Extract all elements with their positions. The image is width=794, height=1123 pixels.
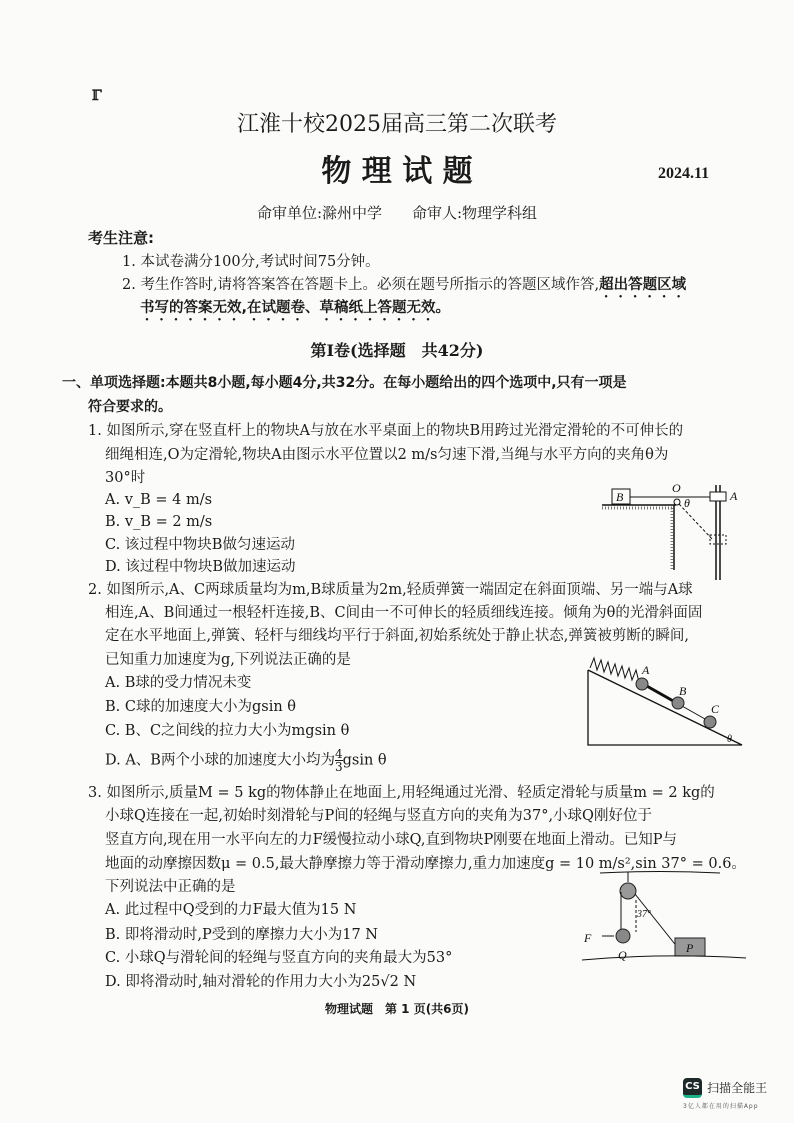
denominator: 3 bbox=[334, 760, 343, 774]
notice-emphasis-1: 超出答题区域 bbox=[599, 277, 687, 293]
fraction bbox=[335, 748, 343, 773]
option-c[interactable]: C. 该过程中物块B做匀速运动 bbox=[105, 537, 295, 553]
question-text: 细绳相连,O为定滑轮,物块A由图示水平位置以2 m/s匀速下滑,当绳与水平方向的夹角θ为 bbox=[105, 447, 669, 463]
numerator: 4 bbox=[334, 747, 343, 761]
label-o: O bbox=[672, 481, 681, 495]
option-d[interactable] bbox=[105, 748, 387, 773]
label-f: F bbox=[584, 931, 592, 945]
question-text: 竖直方向,现在用一水平向左的力F缓慢拉动小球Q,直到物块P刚要在地面上滑动。已知P与 bbox=[105, 832, 677, 848]
label-c: C bbox=[711, 702, 720, 716]
notice-item-1: 1. 本试卷满分100分,考试时间75分钟。 bbox=[122, 254, 380, 270]
question-text: 30°时 bbox=[105, 470, 146, 486]
exam-date: 2024.11 bbox=[658, 165, 710, 182]
pulley-ball-figure bbox=[580, 870, 750, 962]
subject-title: 物 理 试 题 bbox=[321, 154, 473, 189]
option-a[interactable]: A. B球的受力情况未变 bbox=[105, 675, 252, 691]
label-a: A bbox=[730, 489, 738, 503]
notice-item-2-text: 2. 考生作答时,请将答案答在答题卡上。必须在题号所指示的答题区域作答, bbox=[122, 277, 600, 293]
corner-mark: ℾ bbox=[92, 88, 102, 104]
label-angle: 37° bbox=[637, 909, 651, 920]
option-d-suffix: gsin θ bbox=[342, 752, 387, 769]
question-text: 已知重力加速度为g,下列说法正确的是 bbox=[105, 652, 351, 668]
app-tagline: 3亿人都在用的扫描App bbox=[683, 1102, 759, 1110]
option-d[interactable]: D. 该过程中物块B做加速运动 bbox=[105, 559, 296, 575]
option-b[interactable]: B. v_B = 2 m/s bbox=[105, 514, 213, 530]
question-text: 小球Q连接在一起,初始时刻滑轮与P间的轻绳与竖直方向的夹角为37°,小球Q刚好位于 bbox=[105, 808, 652, 824]
option-c[interactable]: C. 小球Q与滑轮间的轻绳与竖直方向的夹角最大为53° bbox=[105, 950, 453, 966]
label-theta: θ bbox=[684, 496, 690, 510]
section-intro-cont: 符合要求的。 bbox=[88, 399, 172, 415]
notice-title: 考生注意: bbox=[88, 229, 154, 247]
option-d[interactable]: D. 即将滑动时,轴对滑轮的作用力大小为25√2 N bbox=[105, 974, 417, 990]
option-b[interactable]: B. 即将滑动时,P受到的摩擦力大小为17 N bbox=[105, 927, 378, 943]
authors: 命审单位:滁州中学 命审人:物理学科组 bbox=[256, 204, 538, 222]
app-name: 扫描全能王 bbox=[707, 1081, 768, 1095]
section-title: 第Ⅰ卷(选择题 共42分) bbox=[310, 341, 484, 360]
question-text: 定在水平地面上,弹簧、轻杆与细线均平行于斜面,初始系统处于静止状态,弹簧被剪断的瞬间, bbox=[105, 628, 689, 644]
question-text: 1. 如图所示,穿在竖直杆上的物块A与放在水平桌面上的物块B用跨过光滑定滑轮的不可伸长的 bbox=[88, 423, 684, 439]
pulley-block-figure bbox=[600, 480, 750, 580]
question-text: 相连,A、B间通过一根轻杆连接,B、C间由一不可伸长的轻质细线连接。倾角为θ的光滑斜面固 bbox=[105, 605, 703, 621]
label-theta: θ bbox=[727, 734, 732, 745]
option-c[interactable]: C. B、C之间线的拉力大小为mgsin θ bbox=[105, 723, 350, 739]
notice-emphasis-2: 书写的答案无效,在试题卷、草稿纸上答题无效。 bbox=[140, 300, 451, 316]
label-b: B bbox=[616, 490, 624, 504]
label-q: Q bbox=[618, 948, 627, 962]
option-d-text: D. A、B两个小球的加速度大小均为 bbox=[105, 752, 335, 769]
section-intro: 一、单项选择题:本题共8小题,每小题4分,共32分。在每小题给出的四个选项中,只有一项是 bbox=[62, 375, 627, 391]
label-a: A bbox=[642, 663, 650, 677]
label-p: P bbox=[686, 941, 694, 955]
question-text: 3. 如图所示,质量M = 5 kg的物体静止在地面上,用轻绳通过光滑、轻质定滑轮与质量m = 2 kg的 bbox=[88, 785, 715, 801]
camscanner-logo: CS bbox=[683, 1078, 702, 1098]
scanner-watermark bbox=[683, 1077, 767, 1110]
exam-name: 江淮十校2025届高三第二次联考 bbox=[237, 112, 557, 137]
label-b: B bbox=[679, 684, 687, 698]
option-a[interactable]: A. 此过程中Q受到的力F最大值为15 N bbox=[105, 902, 357, 918]
option-a[interactable]: A. v_B = 4 m/s bbox=[105, 492, 213, 508]
page-footer: 物理试题 第 1 页(共6页) bbox=[324, 1002, 470, 1016]
question-text: 地面的动摩擦因数μ = 0.5,最大静摩擦力等于滑动摩擦力,重力加速度g = 10 m/s²,sin 37° = 0.6。 bbox=[105, 856, 746, 872]
question-text: 2. 如图所示,A、C两球质量均为m,B球质量为2m,轻质弹簧一端固定在斜面顶端、另一端与A球 bbox=[88, 582, 693, 598]
question-text: 下列说法中正确的是 bbox=[105, 879, 236, 895]
incline-figure bbox=[580, 650, 750, 750]
option-b[interactable]: B. C球的加速度大小为gsin θ bbox=[105, 699, 297, 715]
